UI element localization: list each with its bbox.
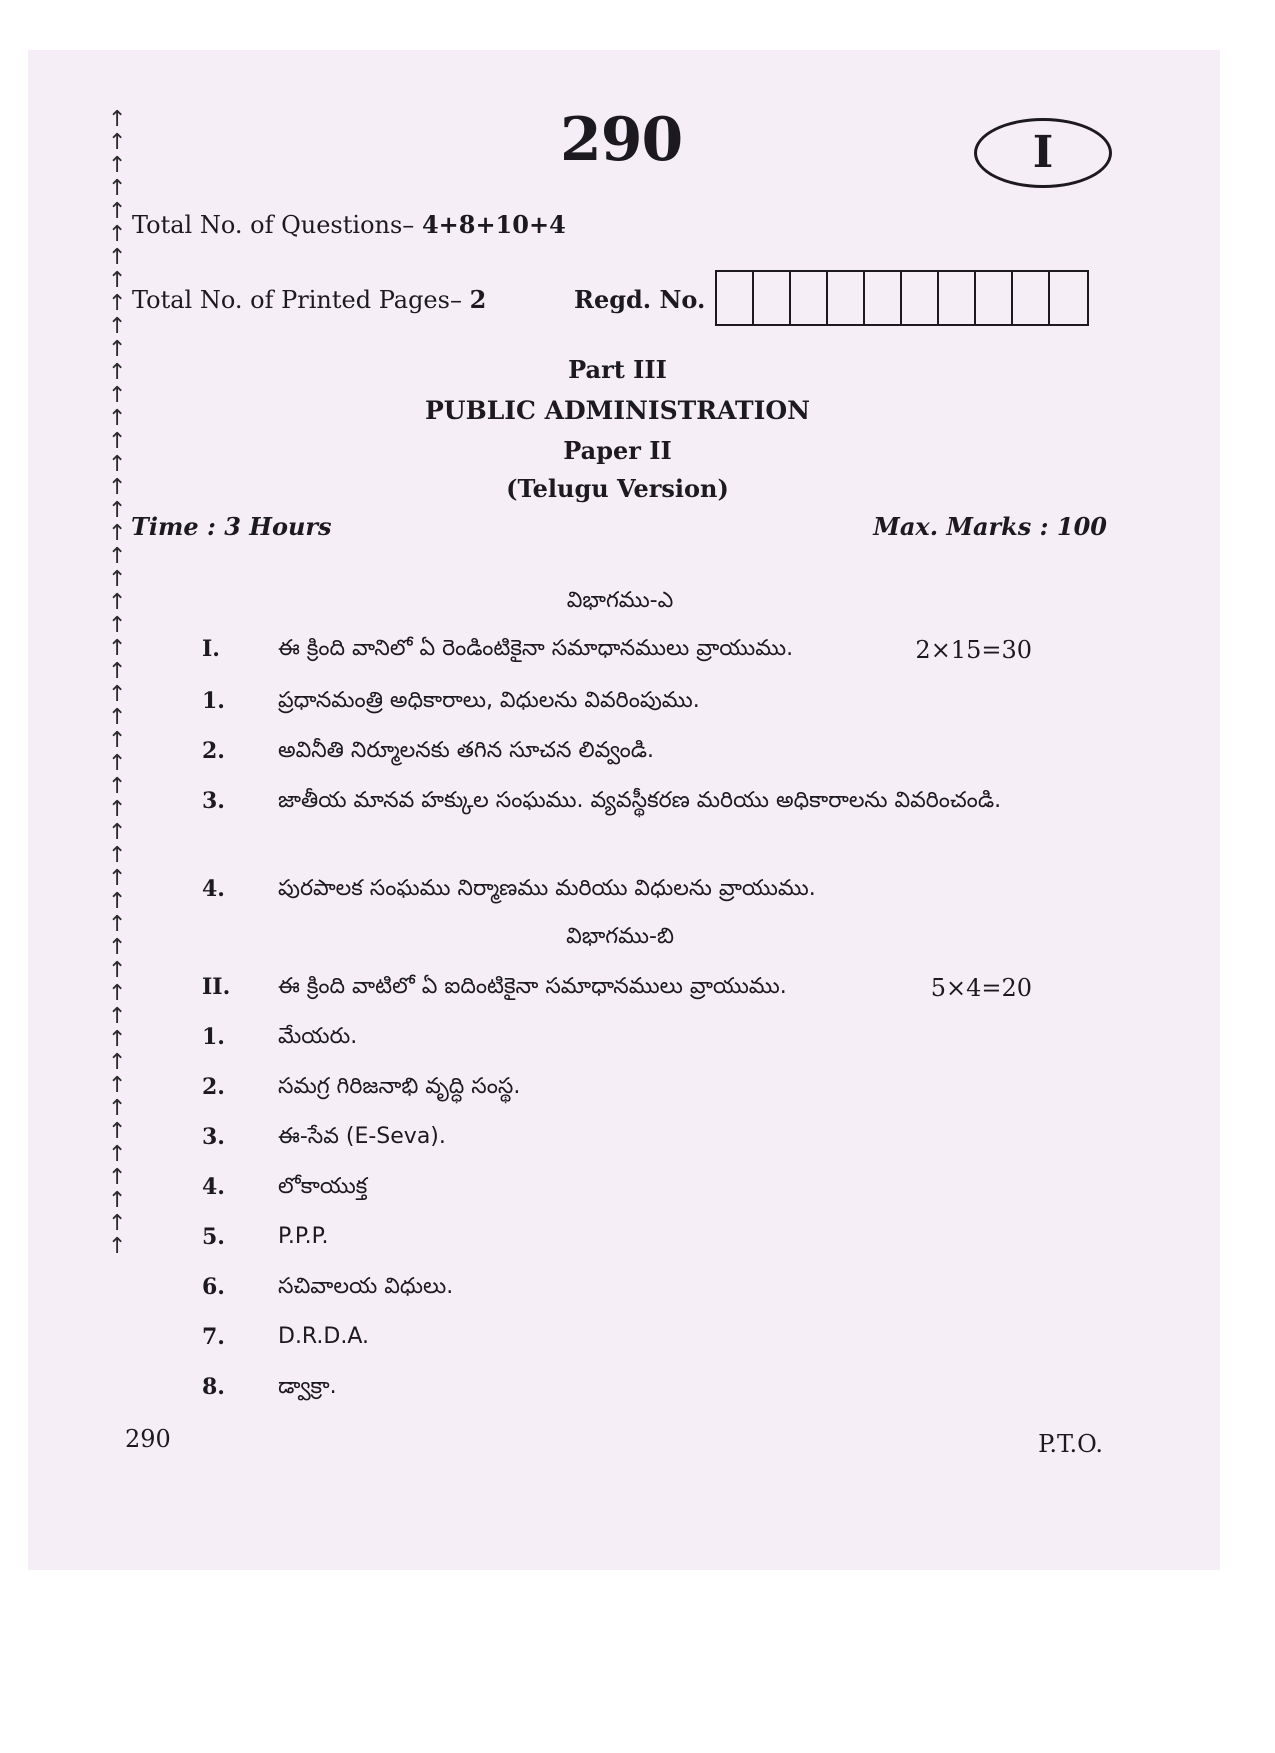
regd-no-label: Regd. No. [574, 285, 706, 314]
margin-arrow-icon: ↑ [108, 475, 127, 500]
question-text: P.P.P. [278, 1224, 329, 1249]
margin-arrow-icon: ↑ [108, 728, 127, 753]
regd-digit-box[interactable] [1050, 272, 1087, 324]
question-number: 3. [202, 1124, 225, 1150]
regd-digit-box[interactable] [791, 272, 828, 324]
question-text: డ్వాక్రా. [278, 1374, 337, 1399]
question-number: 5. [202, 1224, 225, 1250]
regd-digit-box[interactable] [754, 272, 791, 324]
regd-digit-box[interactable] [939, 272, 976, 324]
margin-arrow-icon: ↑ [108, 567, 127, 592]
margin-arrow-icon: ↑ [108, 866, 127, 891]
margin-arrow-icon: ↑ [108, 912, 127, 937]
question-text: లోకాయుక్త [278, 1174, 368, 1199]
margin-arrow-icon: ↑ [108, 843, 127, 868]
section-b-heading: విభాగము-బి [566, 924, 674, 949]
question-text: అవినీతి నిర్మూలనకు తగిన సూచన లివ్వండి. [278, 738, 655, 763]
margin-arrow-icon: ↑ [108, 337, 127, 362]
question-number: 1. [202, 688, 225, 714]
question-number: 8. [202, 1374, 225, 1400]
total-questions-value: 4+8+10+4 [421, 210, 566, 239]
regd-digit-box[interactable] [828, 272, 865, 324]
margin-arrow-icon: ↑ [108, 199, 127, 224]
booklet-series-badge: I [974, 118, 1112, 188]
question-text: పురపాలక సంఘము నిర్మాణము మరియు విధులను వ్రాయుము. [278, 876, 816, 901]
margin-arrow-icon: ↑ [108, 682, 127, 707]
question-text: D.R.D.A. [278, 1324, 370, 1349]
total-pages [132, 285, 486, 314]
margin-arrow-icon: ↑ [108, 1211, 127, 1236]
part-title: Part III [568, 355, 667, 384]
margin-arrow-icon: ↑ [108, 383, 127, 408]
margin-arrow-icon: ↑ [108, 1188, 127, 1213]
subject-title: PUBLIC ADMINISTRATION [425, 396, 810, 425]
margin-arrow-icon: ↑ [108, 1073, 127, 1098]
regd-digit-box[interactable] [976, 272, 1013, 324]
question-text: జాతీయ మానవ హక్కుల సంఘము. వ్యవస్థీకరణ మరియు అధికారాలను వివరించండి. [278, 788, 1002, 813]
margin-arrows [108, 108, 132, 1258]
total-questions [132, 210, 566, 239]
regd-digit-box[interactable] [717, 272, 754, 324]
margin-arrow-icon: ↑ [108, 636, 127, 661]
margin-arrow-icon: ↑ [108, 981, 127, 1006]
max-marks: Max. Marks : 100 [873, 512, 1107, 541]
margin-arrow-icon: ↑ [108, 498, 127, 523]
margin-arrow-icon: ↑ [108, 429, 127, 454]
question-number: 3. [202, 788, 225, 814]
margin-arrow-icon: ↑ [108, 1234, 127, 1259]
regd-digit-box[interactable] [865, 272, 902, 324]
section-a-heading: విభాగము-ఎ [566, 588, 674, 613]
margin-arrow-icon: ↑ [108, 613, 127, 638]
margin-arrow-icon: ↑ [108, 1027, 127, 1052]
margin-arrow-icon: ↑ [108, 406, 127, 431]
margin-arrow-icon: ↑ [108, 452, 127, 477]
margin-arrow-icon: ↑ [108, 797, 127, 822]
margin-arrow-icon: ↑ [108, 705, 127, 730]
margin-arrow-icon: ↑ [108, 889, 127, 914]
question-number: 4. [202, 876, 225, 902]
margin-arrow-icon: ↑ [108, 314, 127, 339]
margin-arrow-icon: ↑ [108, 153, 127, 178]
margin-arrow-icon: ↑ [108, 590, 127, 615]
section-score: 2×15=30 [915, 636, 1032, 664]
regd-digit-box[interactable] [902, 272, 939, 324]
margin-arrow-icon: ↑ [108, 935, 127, 960]
margin-arrow-icon: ↑ [108, 176, 127, 201]
instruction-text: ఈ క్రింది వానిలో ఏ రెండింటికైనా సమాధానములు వ్రాయుము. [278, 636, 794, 661]
total-pages-label: Total No. of Printed Pages– [132, 286, 462, 314]
margin-arrow-icon: ↑ [108, 820, 127, 845]
margin-arrow-icon: ↑ [108, 958, 127, 983]
version-title: (Telugu Version) [506, 474, 729, 503]
paper-code: 290 [560, 105, 683, 175]
question-text: ఈ-సేవ (E-Seva). [278, 1124, 446, 1149]
pto-label: P.T.O. [1038, 1430, 1103, 1458]
question-number: 1. [202, 1024, 225, 1050]
question-text: సచివాలయ విధులు. [278, 1274, 454, 1299]
margin-arrow-icon: ↑ [108, 291, 127, 316]
instruction-number: I. [202, 636, 220, 662]
exam-time: Time : 3 Hours [131, 512, 332, 541]
question-number: 2. [202, 1074, 225, 1100]
question-number: 6. [202, 1274, 225, 1300]
margin-arrow-icon: ↑ [108, 360, 127, 385]
question-text: సమగ్ర గిరిజనాభి వృద్ధి సంస్థ. [278, 1074, 521, 1099]
margin-arrow-icon: ↑ [108, 1119, 127, 1144]
instruction-number: II. [202, 974, 231, 1000]
margin-arrow-icon: ↑ [108, 751, 127, 776]
margin-arrow-icon: ↑ [108, 544, 127, 569]
margin-arrow-icon: ↑ [108, 222, 127, 247]
footer-page-code: 290 [125, 1425, 171, 1453]
margin-arrow-icon: ↑ [108, 1004, 127, 1029]
question-text: ప్రధానమంత్రి అధికారాలు, విధులను వివరింపుము. [278, 688, 700, 713]
margin-arrow-icon: ↑ [108, 268, 127, 293]
margin-arrow-icon: ↑ [108, 107, 127, 132]
question-number: 4. [202, 1174, 225, 1200]
margin-arrow-icon: ↑ [108, 1165, 127, 1190]
question-number: 2. [202, 738, 225, 764]
regd-no-boxes[interactable] [715, 270, 1089, 326]
section-score: 5×4=20 [930, 974, 1032, 1002]
margin-arrow-icon: ↑ [108, 1096, 127, 1121]
total-pages-value: 2 [469, 285, 487, 314]
margin-arrow-icon: ↑ [108, 245, 127, 270]
margin-arrow-icon: ↑ [108, 130, 127, 155]
margin-arrow-icon: ↑ [108, 659, 127, 684]
margin-arrow-icon: ↑ [108, 1050, 127, 1075]
paper-title: Paper II [563, 436, 672, 465]
question-text: మేయరు. [278, 1024, 358, 1049]
regd-digit-box[interactable] [1013, 272, 1050, 324]
total-questions-label: Total No. of Questions– [132, 211, 415, 239]
question-number: 7. [202, 1324, 225, 1350]
margin-arrow-icon: ↑ [108, 774, 127, 799]
margin-arrow-icon: ↑ [108, 521, 127, 546]
margin-arrow-icon: ↑ [108, 1142, 127, 1167]
instruction-text: ఈ క్రింది వాటిలో ఏ ఐదింటికైనా సమాధానములు వ్రాయుము. [278, 974, 787, 999]
